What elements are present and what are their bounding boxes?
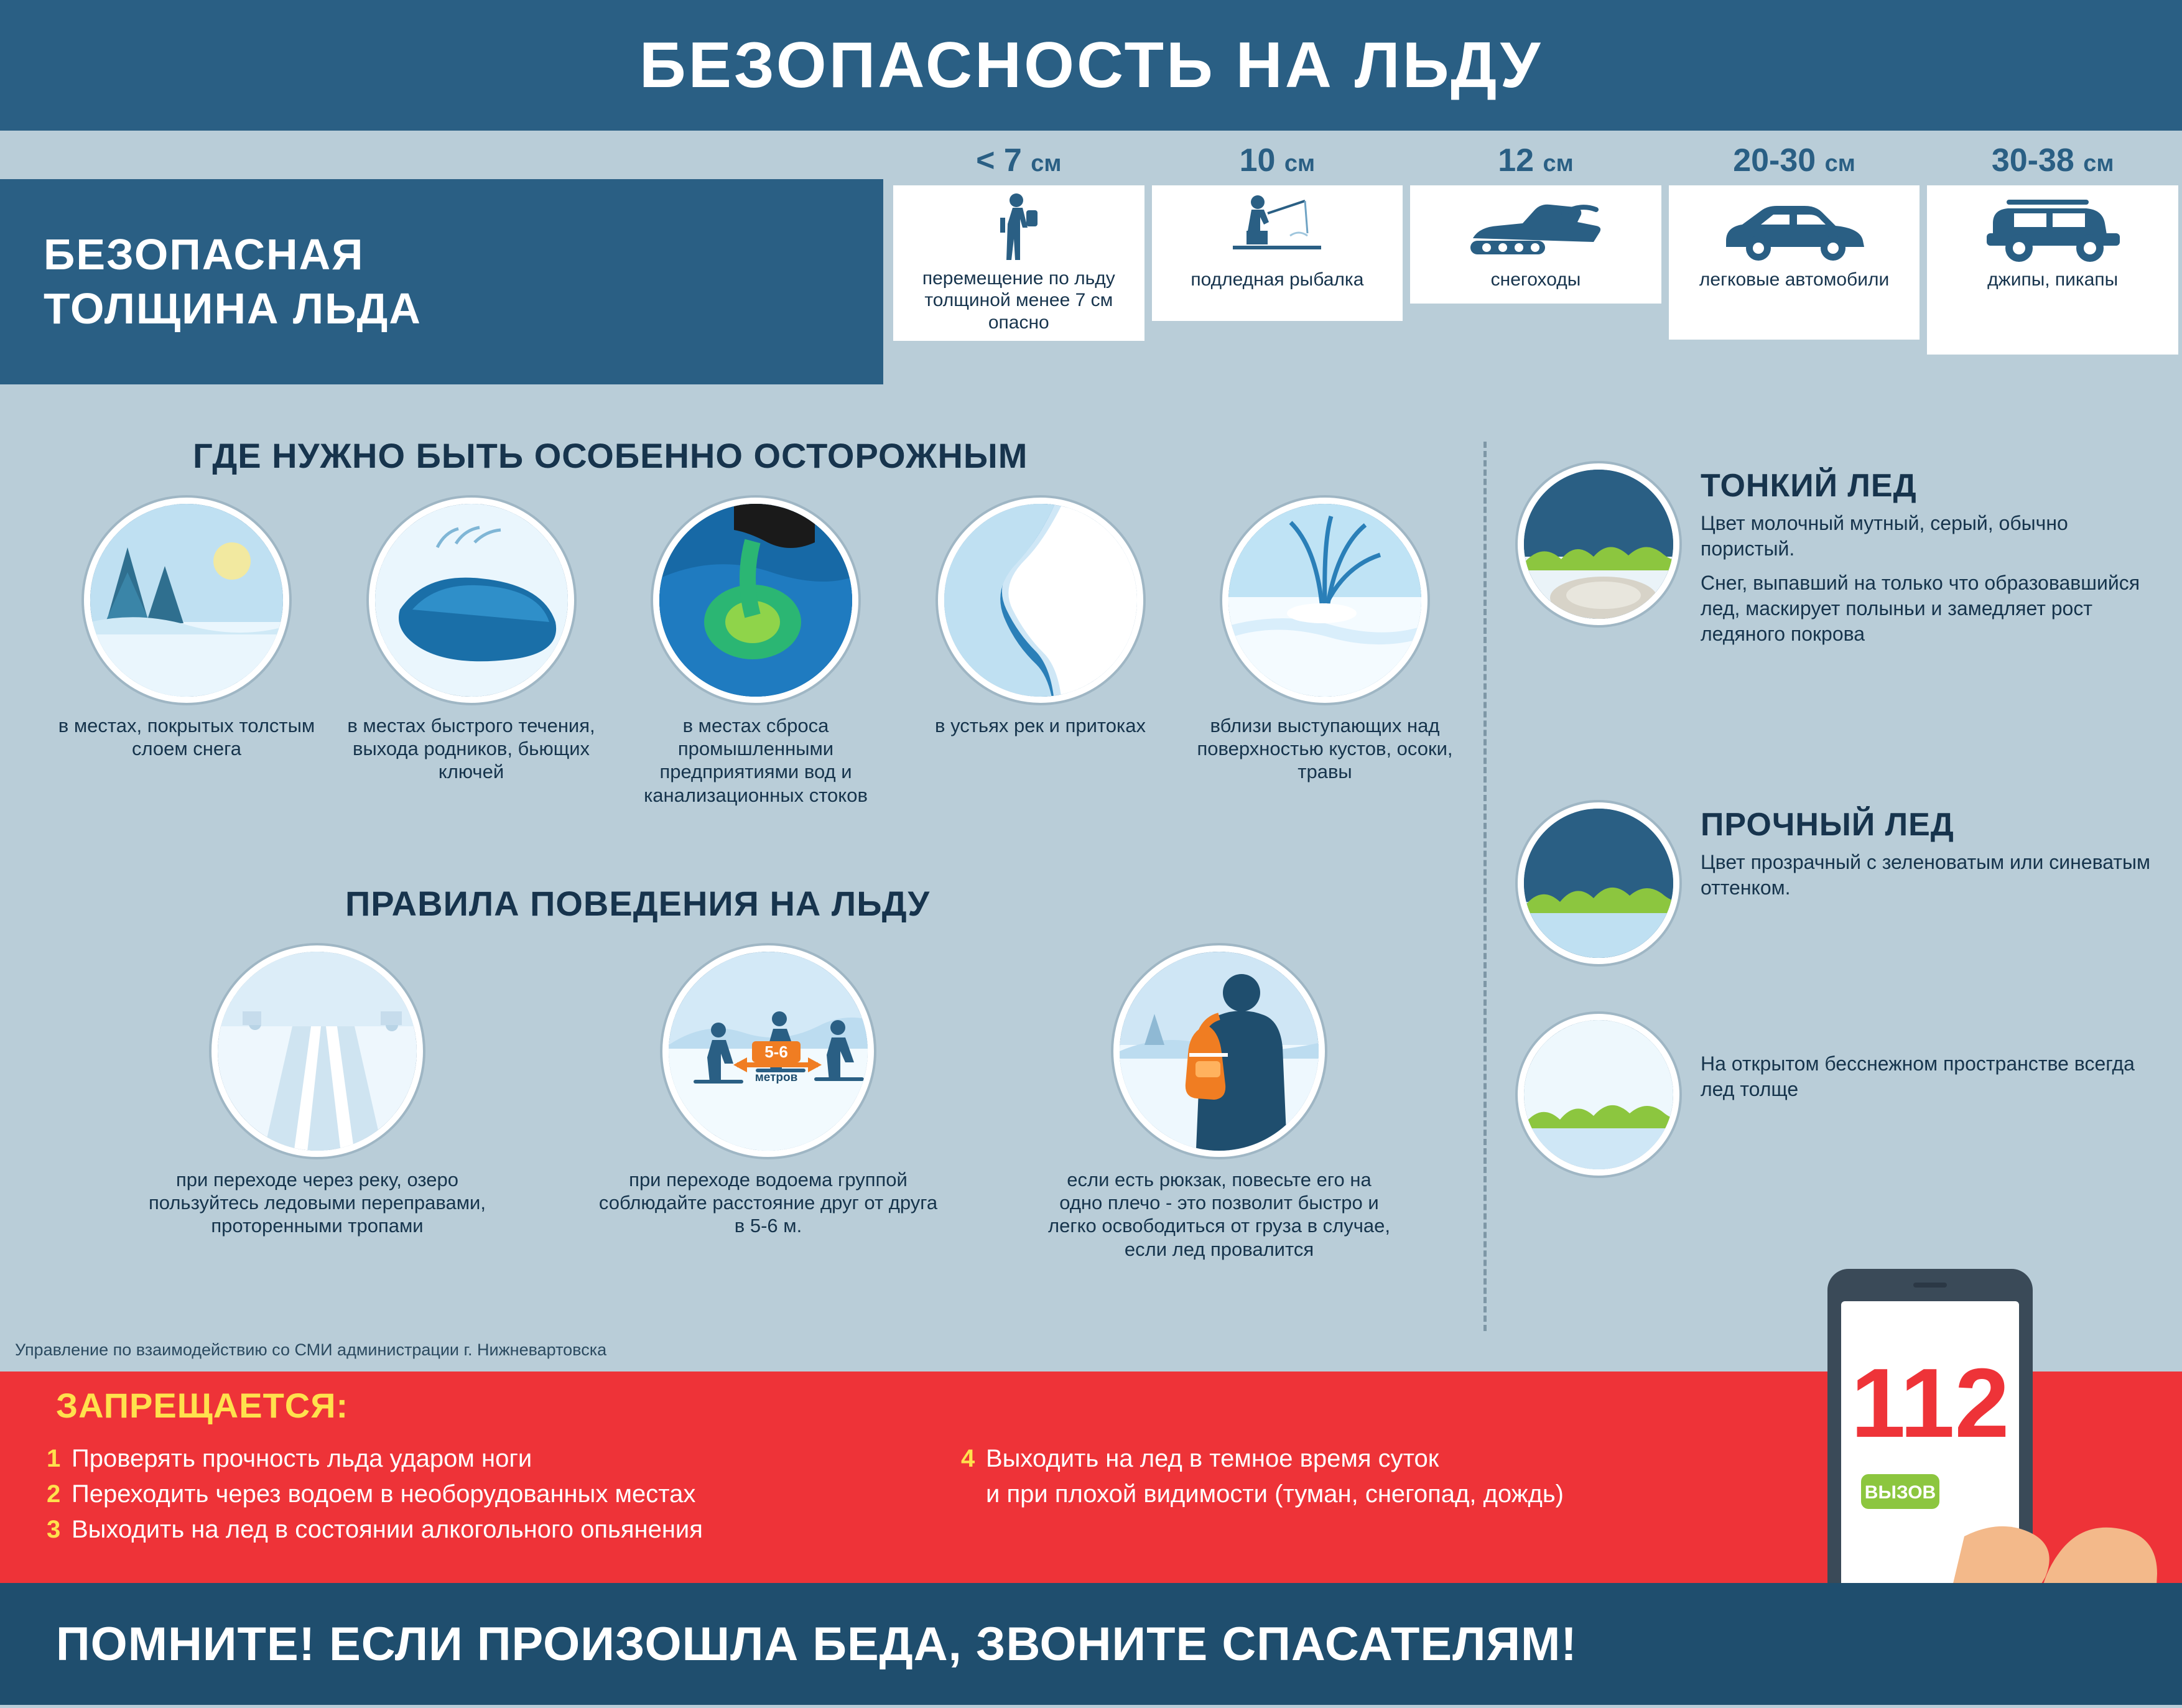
thickness-card-car xyxy=(1665,131,1924,429)
ice-type-open xyxy=(1518,1014,2161,1176)
careful-caption-1: в местах быстрого течения, выхода родников, бьющих ключей xyxy=(347,715,595,783)
car-icon xyxy=(1720,192,1869,266)
vertical-dashed-divider xyxy=(1483,442,1487,1331)
safe-thickness-label-line2: ТОЛЩИНА ЛЬДА xyxy=(44,284,422,333)
prohibited-item xyxy=(47,1477,980,1512)
credit-line: Управление по взаимодействию со СМИ администрации г. Нижневартовска xyxy=(15,1340,607,1359)
ice-crossing-road-icon xyxy=(211,945,423,1157)
thickness-value-3: 12 см xyxy=(1498,142,1574,179)
left-column xyxy=(0,429,1474,1375)
thickness-caption-5: джипы, пикапы xyxy=(1987,269,2119,290)
strong-ice-icon xyxy=(1518,802,1679,964)
thickness-caption-2: подледная рыбалка xyxy=(1191,269,1364,290)
thin-ice-p1: Цвет молочный мутный, серый, обычно пористый. xyxy=(1701,512,2068,560)
careful-item-2 xyxy=(625,498,886,807)
careful-item-3 xyxy=(910,498,1171,807)
careful-caption-4: вблизи выступающих над поверхностью кустов, осоки, травы xyxy=(1197,715,1453,783)
thickness-card-list xyxy=(889,131,2182,429)
prohibited-item-text: Выходить на лед в состоянии алкогольного опьянения xyxy=(72,1515,703,1543)
careful-caption-2: в местах сброса промышленными предприятиями вод и канализационных стоков xyxy=(644,715,868,806)
rules-caption-0: при переходе через реку, озеро пользуйтесь ледовыми переправами, проторенными тропами xyxy=(149,1169,486,1237)
river-mouth-icon xyxy=(938,498,1143,703)
prohibited-item-text xyxy=(986,1441,1564,1512)
section-title-rules: ПРАВИЛА ПОВЕДЕНИЯ НА ЛЬДУ xyxy=(345,884,931,923)
strong-ice-text xyxy=(1701,802,2161,901)
thickness-value-4: 20-30 см xyxy=(1733,142,1855,179)
rules-item-0 xyxy=(143,945,491,1261)
footer-text: ПОМНИТЕ! ЕСЛИ ПРОИЗОШЛА БЕДА, ЗВОНИТЕ СПАСАТЕЛЯМ! xyxy=(56,1617,1577,1671)
thickness-card-snowmobile xyxy=(1406,131,1665,429)
safe-ice-thickness-section xyxy=(0,131,2182,429)
strong-ice-p1: Цвет прозрачный с зеленоватым или синеватым оттенком. xyxy=(1701,851,2151,899)
safe-thickness-label-line1: БЕЗОПАСНАЯ xyxy=(44,230,364,279)
thickness-card-jeep xyxy=(1923,131,2182,429)
prohibited-item-text-line2: и при плохой видимости (туман, снегопад, дождь) xyxy=(986,1480,1564,1508)
jeep-icon xyxy=(1978,192,2127,266)
pedestrian-icon xyxy=(982,192,1056,265)
rules-items-row xyxy=(143,945,1393,1261)
thickness-value-5: 30-38 см xyxy=(1991,142,2114,179)
footer-banner xyxy=(0,1583,2182,1705)
ice-type-strong xyxy=(1518,802,2161,964)
rules-caption-1: при переходе водоема группой соблюдайте расстояние друг от друга в 5-6 м. xyxy=(598,1169,938,1237)
open-snowless-ice-icon xyxy=(1518,1014,1679,1176)
group-distance-icon xyxy=(662,945,874,1157)
svg-text:метров: метров xyxy=(754,1071,798,1084)
careful-items-row xyxy=(56,498,1455,807)
careful-item-0 xyxy=(56,498,317,807)
careful-caption-3: в устьях рек и притоках xyxy=(935,715,1146,736)
emergency-number: 112 xyxy=(1850,1348,2010,1458)
main-content xyxy=(0,429,2182,1375)
prohibited-item-text: Переходить через водоем в необорудованных местах xyxy=(72,1480,696,1508)
prohibited-item-number: 1 xyxy=(47,1445,61,1472)
ice-fisherman-icon xyxy=(1230,192,1324,266)
rules-item-2 xyxy=(1045,945,1393,1261)
svg-text:5-6: 5-6 xyxy=(764,1042,788,1061)
thin-ice-p2: Снег, выпавший на только что образовавшийся лед, маскирует полыньи и замедляет рост ледяного покрова xyxy=(1701,571,2140,645)
reeds-grass-icon xyxy=(1222,498,1428,703)
thickness-card-pedestrian xyxy=(889,131,1148,429)
prohibited-item xyxy=(47,1512,980,1548)
careful-item-1 xyxy=(341,498,602,807)
fast-current-icon xyxy=(369,498,574,703)
strong-ice-title: ПРОЧНЫЙ ЛЕД xyxy=(1701,807,1954,843)
thickness-card-fishing xyxy=(1148,131,1407,429)
prohibited-item-text-line1: Выходить на лед в темное время суток xyxy=(986,1445,1439,1472)
prohibited-item-text: Проверять прочность льда ударом ноги xyxy=(72,1445,532,1472)
thickness-caption-4: легковые автомобили xyxy=(1699,269,1890,290)
page-title: БЕЗОПАСНОСТЬ НА ЛЬДУ xyxy=(639,29,1543,101)
thickness-caption-3: снегоходы xyxy=(1490,269,1581,290)
thin-ice-title: ТОНКИЙ ЛЕД xyxy=(1701,468,1917,504)
call-button-label: ВЫЗОВ xyxy=(1864,1482,1936,1503)
right-column xyxy=(1518,429,2182,1375)
prohibited-item xyxy=(47,1441,980,1477)
snowmobile-icon xyxy=(1464,192,1607,266)
careful-item-4 xyxy=(1194,498,1455,807)
careful-caption-0: в местах, покрытых толстым слоем снега xyxy=(58,715,315,760)
thin-ice-icon xyxy=(1518,463,1679,625)
prohibited-item-number: 3 xyxy=(47,1515,61,1543)
poster-header xyxy=(0,0,2182,131)
safe-thickness-label xyxy=(0,179,883,384)
open-ice-p1: На открытом бесснежном пространстве всегда лед толще xyxy=(1701,1052,2135,1100)
rules-item-1 xyxy=(594,945,942,1261)
prohibited-item-number: 2 xyxy=(47,1480,61,1508)
rules-caption-2: если есть рюкзак, повесьте его на одно плечо - это позволит быстро и легко освободиться от груза в случае, если лед провалится xyxy=(1047,1169,1391,1260)
ice-type-thin xyxy=(1518,463,2161,647)
snow-covered-ice-icon xyxy=(84,498,289,703)
thickness-caption-1: перемещение по льду толщиной менее 7 см опасно xyxy=(922,268,1115,333)
thickness-value-2: 10 см xyxy=(1239,142,1316,179)
prohibited-title: ЗАПРЕЩАЕТСЯ: xyxy=(56,1386,349,1425)
thin-ice-text xyxy=(1701,463,2161,647)
section-title-careful: ГДЕ НУЖНО БЫТЬ ОСОБЕННО ОСТОРОЖНЫМ xyxy=(193,436,1028,475)
prohibited-list-left xyxy=(47,1441,980,1547)
prohibited-item-number: 4 xyxy=(961,1445,975,1472)
backpack-one-shoulder-icon xyxy=(1113,945,1325,1157)
open-ice-text xyxy=(1701,1051,2161,1102)
thickness-value-1: < 7 см xyxy=(976,142,1062,179)
industrial-discharge-icon xyxy=(653,498,858,703)
